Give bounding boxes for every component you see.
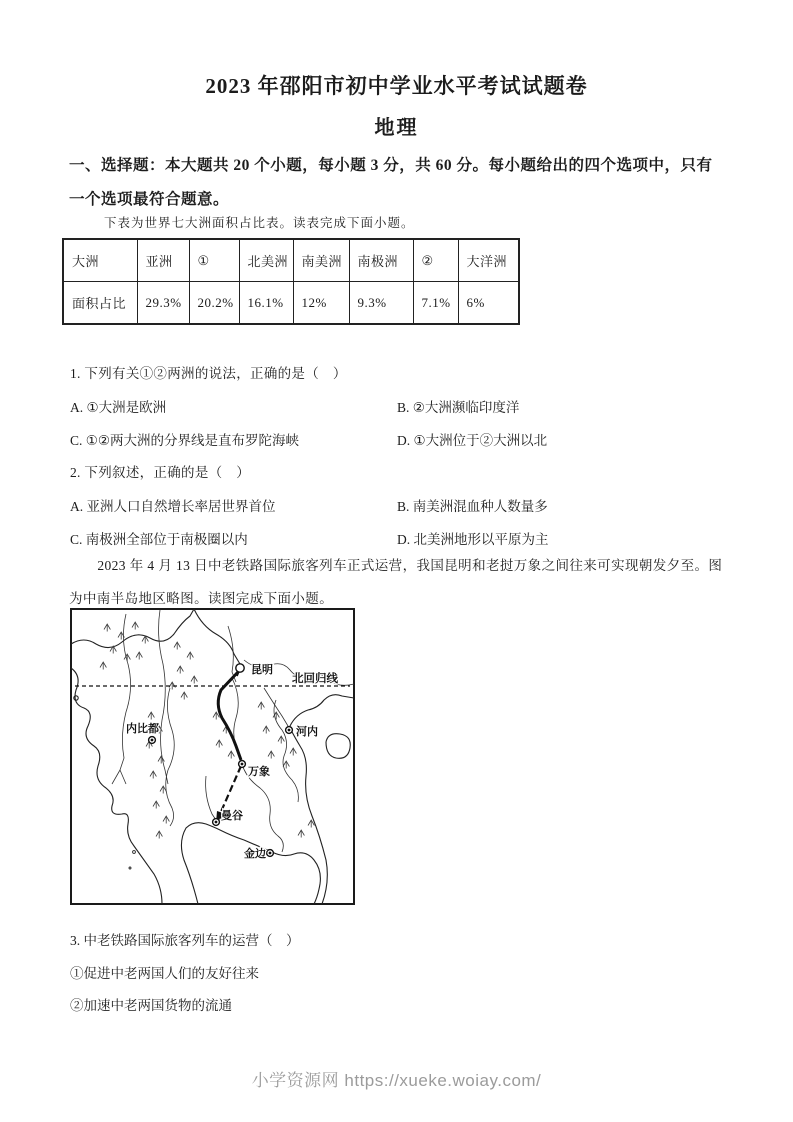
option-c [70, 528, 248, 548]
continent-area-table [62, 238, 520, 325]
option-b [397, 495, 548, 515]
option-label: A. [70, 499, 84, 514]
indochina-map [70, 608, 355, 910]
option-b [397, 396, 519, 416]
question-3-statement-2: ②加速中老两国货物的流通 [70, 998, 232, 1013]
option-text: ②大洲濒临印度洋 [412, 400, 520, 415]
option-label: C. [70, 433, 83, 448]
question-3-stem [70, 925, 300, 958]
question-number: 1. [70, 366, 81, 381]
question-text: 中老铁路国际旅客列车的运营（ ） [83, 933, 300, 948]
question-3-statement-1: ①促进中老两国人们的友好往来 [70, 965, 259, 981]
option-label: D. [397, 532, 411, 547]
option-text: 南极洲全部位于南极圈以内 [85, 532, 248, 547]
city-label-kunming: 昆明 [251, 664, 273, 676]
question-3 [70, 925, 300, 1023]
question-number: 3. [70, 933, 81, 948]
table-header-cell: 南极洲 [349, 239, 413, 282]
table-data-row [63, 282, 519, 325]
question-2 [70, 461, 250, 481]
question-2-options-row-1 [70, 495, 730, 515]
table-header-cell: 大洲 [63, 239, 137, 282]
question-1-options-row-2 [70, 429, 730, 449]
table-data-cell: 29.3% [137, 282, 189, 325]
table-data-cell: 7.1% [413, 282, 458, 325]
city-marker-kunming [236, 664, 244, 672]
option-text: ①②两大洲的分界线是直布罗陀海峡 [85, 433, 299, 448]
option-c [70, 429, 299, 449]
subject-title: 地理 [374, 117, 419, 139]
table-header-cell: ① [189, 239, 239, 282]
option-d [397, 528, 549, 548]
question-1 [70, 362, 347, 382]
table-header-cell: 大洋洲 [458, 239, 519, 282]
tropic-of-cancer-label: 北回归线 [292, 673, 338, 685]
table-intro-text: 下表为世界七大洲面积占比表。读表完成下面小题。 [104, 216, 415, 230]
city-marker-bangkok [213, 819, 220, 826]
city-marker-vientiane [239, 761, 246, 768]
option-label: C. [70, 532, 83, 547]
section-heading: 一、选择题：本大题共 20 个小题，每小题 3 分，共 60 分。每小题给出的四个选项中，只有一个选项最符合题意。 [69, 157, 713, 208]
passage-text: 2023 年 4 月 13 日中老铁路国际旅客列车正式运营，我国昆明和老挝万象之间往来可实现朝发夕至。图为中南半岛地区略图。读图完成下面小题。 [69, 558, 723, 606]
option-text: 北美洲地形以平原为主 [413, 532, 549, 547]
city-label-naypyidaw: 内比都 [126, 723, 159, 735]
page-title: 2023 年邵阳市初中学业水平考试试题卷 [205, 74, 588, 98]
map-svg [70, 608, 355, 905]
table-header-cell: 南美洲 [293, 239, 349, 282]
table-header-cell: 北美洲 [239, 239, 293, 282]
city-label-vientiane: 万象 [248, 766, 270, 778]
table-data-cell: 面积占比 [63, 282, 137, 325]
option-label: B. [397, 400, 410, 415]
option-text: 南美洲混血种人数量多 [412, 499, 548, 514]
question-text: 下列有关①②两洲的说法，正确的是（ ） [84, 366, 347, 381]
watermark-footer: 小学资源网 https://xueke.woiay.com/ [251, 1071, 542, 1090]
city-marker-phnom-penh [267, 850, 274, 857]
question-number: 2. [70, 465, 81, 480]
question-text: 下列叙述，正确的是（ ） [84, 465, 251, 480]
table-data-cell: 20.2% [189, 282, 239, 325]
table-header-cell: 亚洲 [137, 239, 189, 282]
table-header-cell: ② [413, 239, 458, 282]
table-data-cell: 6% [458, 282, 519, 325]
option-a [70, 396, 166, 416]
option-label: D. [397, 433, 411, 448]
question-2-options-row-2 [70, 528, 730, 548]
option-d [397, 429, 547, 449]
city-marker-naypyidaw [149, 737, 156, 744]
option-text: ①大洲位于②大洲以北 [413, 433, 548, 448]
option-text: ①大洲是欧洲 [86, 400, 167, 415]
table-data-cell: 12% [293, 282, 349, 325]
table-data-cell: 16.1% [239, 282, 293, 325]
city-label-phnom-penh: 金边 [244, 848, 266, 860]
city-label-hanoi: 河内 [296, 726, 318, 738]
table-header-row [63, 239, 519, 282]
table-data-cell: 9.3% [349, 282, 413, 325]
city-label-bangkok: 曼谷 [221, 810, 243, 822]
option-a [70, 495, 276, 515]
question-1-options-row-1 [70, 396, 730, 416]
option-label: B. [397, 499, 410, 514]
option-text: 亚洲人口自然增长率居世界首位 [86, 499, 276, 514]
city-marker-hanoi [286, 727, 293, 734]
option-label: A. [70, 400, 84, 415]
